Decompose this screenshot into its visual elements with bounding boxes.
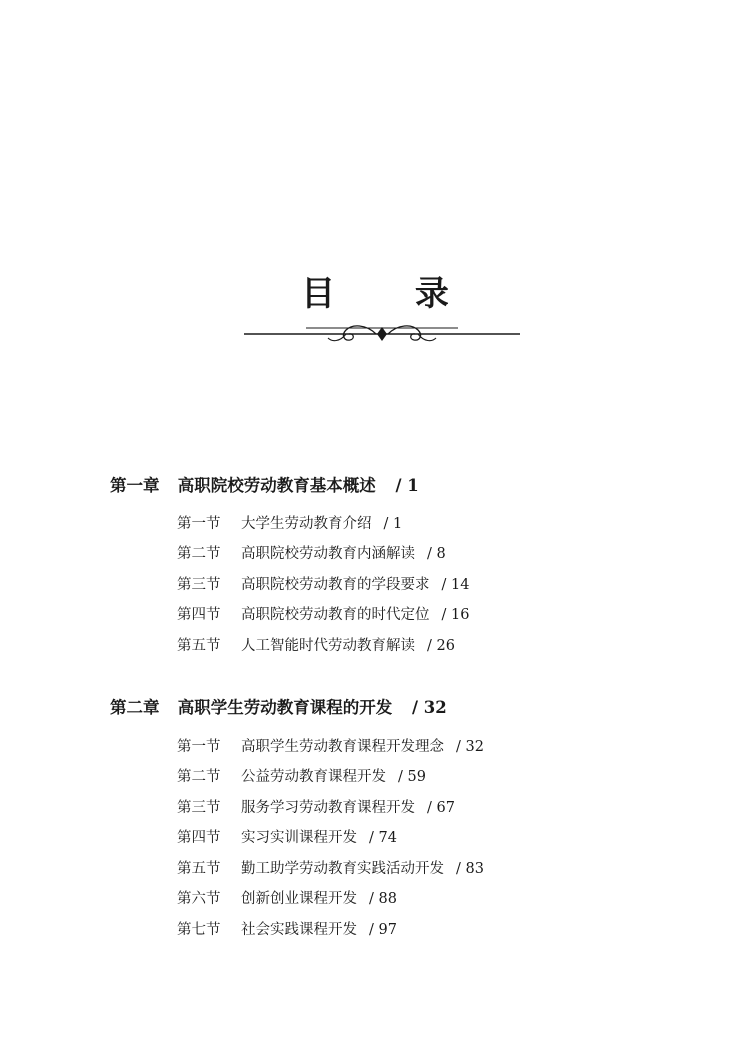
section-page: / 74 bbox=[369, 830, 397, 846]
section-page: / 26 bbox=[427, 638, 455, 654]
section-title: 人工智能时代劳动教育解读 bbox=[241, 638, 415, 654]
section-title: 创新创业课程开发 bbox=[241, 891, 357, 907]
section-page: / 8 bbox=[427, 546, 446, 562]
section-number: 第五节 bbox=[177, 861, 221, 877]
toc-entry[interactable] bbox=[177, 918, 397, 939]
section-number: 第二节 bbox=[177, 769, 221, 785]
chapter-number: 第一章 bbox=[110, 476, 160, 495]
toc-entry[interactable] bbox=[177, 603, 469, 624]
section-title: 高职院校劳动教育的时代定位 bbox=[241, 607, 430, 623]
chapter-heading[interactable] bbox=[110, 694, 447, 718]
section-page: / 16 bbox=[441, 607, 470, 623]
section-title: 高职院校劳动教育的学段要求 bbox=[241, 577, 430, 593]
page-title: 目 录 bbox=[301, 274, 483, 314]
toc-entry[interactable] bbox=[177, 826, 397, 847]
chapter-page: / 1 bbox=[395, 476, 419, 495]
toc-entry[interactable] bbox=[177, 765, 426, 786]
section-page: / 1 bbox=[383, 516, 403, 532]
toc-entry[interactable] bbox=[177, 857, 484, 878]
section-number: 第六节 bbox=[177, 891, 221, 907]
section-number: 第一节 bbox=[177, 739, 221, 755]
divider-ornament-icon bbox=[244, 318, 520, 348]
toc-entry[interactable] bbox=[177, 735, 484, 756]
chapter-title: 高职学生劳动教育课程的开发 bbox=[177, 698, 393, 717]
section-number: 第四节 bbox=[177, 830, 221, 846]
section-number: 第七节 bbox=[177, 922, 221, 938]
section-page: / 59 bbox=[398, 769, 426, 785]
toc-entry[interactable] bbox=[177, 573, 469, 594]
section-number: 第三节 bbox=[177, 577, 221, 593]
section-title: 实习实训课程开发 bbox=[241, 830, 357, 846]
section-page: / 83 bbox=[456, 861, 484, 877]
chapter-page: / 32 bbox=[412, 698, 447, 717]
chapter-number: 第二章 bbox=[110, 698, 160, 717]
section-title: 高职院校劳动教育内涵解读 bbox=[241, 546, 415, 562]
section-title: 高职学生劳动教育课程开发理念 bbox=[241, 739, 444, 755]
chapter-heading[interactable] bbox=[110, 472, 419, 496]
section-title: 公益劳动教育课程开发 bbox=[241, 769, 386, 785]
section-title: 勤工助学劳动教育实践活动开发 bbox=[241, 861, 444, 877]
toc-entry[interactable] bbox=[177, 887, 397, 908]
section-page: / 97 bbox=[369, 922, 397, 938]
section-number: 第二节 bbox=[177, 546, 221, 562]
section-number: 第四节 bbox=[177, 607, 221, 623]
section-title: 社会实践课程开发 bbox=[241, 922, 357, 938]
section-page: / 88 bbox=[369, 891, 397, 907]
section-title: 大学生劳动教育介绍 bbox=[241, 516, 372, 532]
toc-entry[interactable] bbox=[177, 796, 455, 817]
section-title: 服务学习劳动教育课程开发 bbox=[241, 800, 415, 816]
chapter-title: 高职院校劳动教育基本概述 bbox=[177, 476, 376, 495]
section-page: / 67 bbox=[427, 800, 455, 816]
toc-entry[interactable] bbox=[177, 512, 402, 533]
toc-entry[interactable] bbox=[177, 542, 446, 563]
toc-entry[interactable] bbox=[177, 634, 455, 655]
section-page: / 32 bbox=[456, 739, 484, 755]
section-number: 第三节 bbox=[177, 800, 221, 816]
section-number: 第五节 bbox=[177, 638, 221, 654]
section-page: / 14 bbox=[441, 577, 470, 593]
section-number: 第一节 bbox=[177, 516, 221, 532]
